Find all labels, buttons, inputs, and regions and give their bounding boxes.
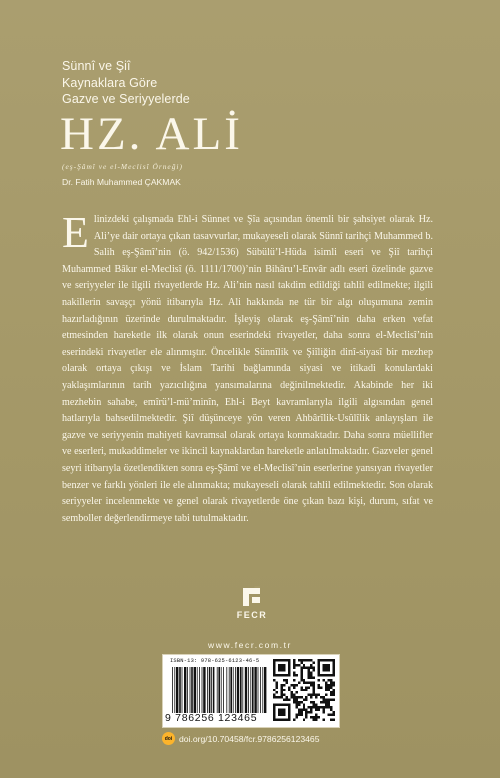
isbn-label: ISBN-13: 978-625-6123-46-5 [170, 658, 260, 664]
fecr-logo-icon [240, 586, 264, 608]
publisher-logo [227, 586, 277, 620]
doi-link[interactable] [162, 732, 320, 745]
title-example-line: (eş-Şâmî ve el-Meclisî Örneği) [62, 162, 183, 171]
author-name: Dr. Fatih Muhammed ÇAKMAK [62, 177, 181, 187]
barcode-bars [171, 667, 267, 713]
subtitle-line: Kaynaklara Göre [62, 75, 158, 90]
qr-code[interactable] [273, 659, 335, 721]
subtitle-line: Sünnî ve Şiî [62, 59, 131, 73]
subtitle-block [62, 58, 302, 108]
subtitle-line: Gazve ve Seriyyelerde [62, 92, 190, 106]
drop-cap: E [62, 208, 89, 257]
publisher-name: FECR [236, 610, 268, 620]
book-title: HZ. ALİ [60, 108, 243, 160]
doi-icon: doi [162, 732, 175, 745]
blurb-text: linizdeki çalışmada Ehl-i Sünnet ve Şîa açısından önemli bir şahsiyet olarak Hz. Ali’ye dair ortaya çıkan tasavvurlar, mukayeseli olarak Sünnî tarihçi Muhammed b. Salih eş-Şâmî’nin (ö. 942/1536) Sübülü’l-Hüda isimli eseri ve Şiî tarihçi Muhammed Bâkır el-Meclisî (ö. 1111/1700)’nin Bihâru’l-Envâr adlı eseri özelinde gazve ve seriyyeler ile ilgili rivayetlerde Hz. Ali’nin nasıl takdim edildiği tahlil edilmekte; ilgili nakillerin savaşçı yönü itibarıyla Hz. Ali hakkında ne tür bir algı oluşumuna zemin hazırladığının üzerinde durulmaktadır. İşleyiş olarak eş-Şâmî’nin daha erken vefat etmesinden hareketle ilk olarak onun eserindeki rivayetler, daha sonra el-Meclisî’nin eserindeki rivayetler ele alınmıştır. Öncelikle Sünnîlik ve Şiîliğin dinî-siyasî bir mezhep olarak ortaya çıkışı ve İslam Tarihi bağlamında siyasi ve itikadi konulardaki yaklaşımlarının tarih yazıcılığına yansımalarına değinilmektedir. Akabinde her iki mezhebin sahabe, emîrü’l-mü’minîn, Ehl-i Beyt kavramlarıyla ilgili algısından genel hatlarıyla bahsedilmektedir. Şiî düşünceye yön veren Ahbârîlik-Usûlîlik anlayışları ile gazve ve seriyyenin mahiyeti kavramsal olarak ortaya konmaktadır. Daha sonra müellifler ve eserleri, mukaddimeler ve ikincil kaynaklardan hareketle anlatılmaktadır. Gazveler genel seyri itibarıyla özetlendikten sonra eş-Şâmî ve el-Meclisî’nin eserlerine yansıyan rivayetler benzer ve farklı yönleri ile ele alınmakta; mukayeseli olarak tahlil edilmektedir. Son olarak seriyyeler incelenmekte ve genel olarak rivayetlerde öne çıkan bazı kişi, durum, sıfat ve semboller değerlendirmeye tabi tutulmaktadır. [62, 214, 433, 524]
barcode-panel [162, 654, 340, 728]
doi-text: doi.org/10.70458/fcr.9786256123465 [179, 733, 320, 744]
back-cover-blurb [62, 208, 433, 527]
barcode-digits: 9 786256 123465 [165, 712, 258, 724]
publisher-website[interactable]: www.fecr.com.tr [208, 640, 292, 650]
